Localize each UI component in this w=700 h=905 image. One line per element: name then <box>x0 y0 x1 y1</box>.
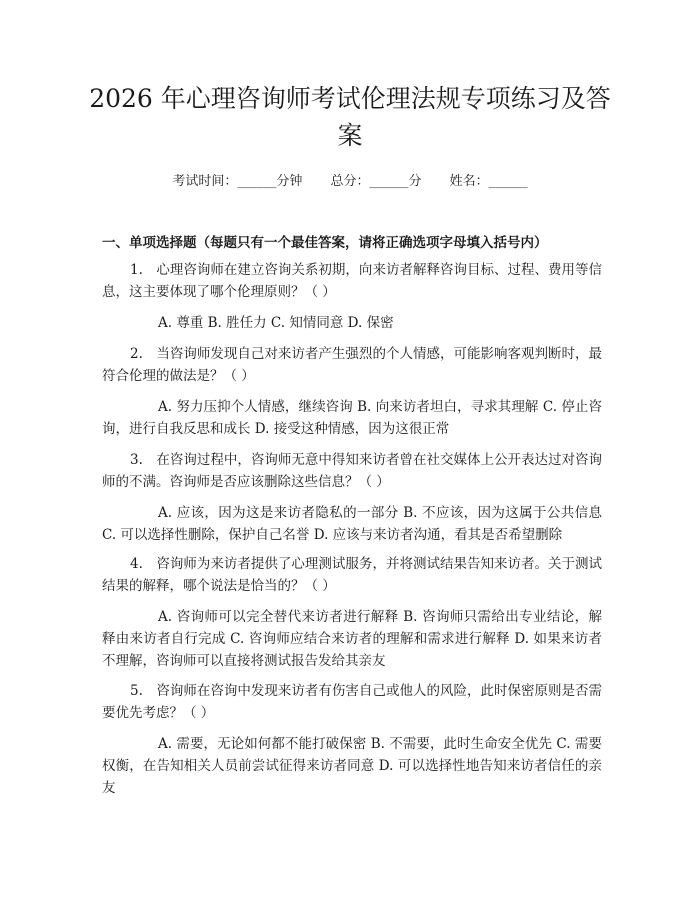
page-title: 2026 年心理咨询师考试伦理法规专项练习及答案 <box>89 84 611 150</box>
total-score-field: 总分：______分 <box>330 174 422 189</box>
question-3-options: A. 应该，因为这是来访者隐私的一部分 B. 不应该，因为这属于公共信息 C. 可以选择性删除，保护自己名誉 D. 应该与来访者沟通，看其是否希望删除 <box>102 505 602 543</box>
question-1-options: A. 尊重 B. 胜任力 C. 知情同意 D. 保密 <box>158 315 394 331</box>
exam-time-field: 考试时间：______分钟 <box>172 174 303 189</box>
exam-meta <box>0 170 700 189</box>
question-3-text: 3. 在咨询过程中，咨询师无意中得知来访者曾在社交媒体上公开表达过对咨询师的不满。咨询师是否应该删除这些信息？（ ） <box>102 452 602 490</box>
question-2-options: A. 努力压抑个人情感，继续咨询 B. 向来访者坦白，寻求其理解 C. 停止咨询，进行自我反思和成长 D. 接受这种情感，因为这很正常 <box>102 399 602 437</box>
question-4-text: 4. 咨询师为来访者提供了心理测试服务，并将测试结果告知来访者。关于测试结果的解释，哪个说法是恰当的？（ ） <box>102 556 602 594</box>
question-4-options: A. 咨询师可以完全替代来访者进行解释 B. 咨询师只需给出专业结论，解释由来访者自行完成 C. 咨询师应结合来访者的理解和需求进行解释 D. 如果来访者不理解，咨询师可以直接将测试报告发给其亲友 <box>102 609 602 669</box>
question-1-text: 1. 心理咨询师在建立咨询关系初期，向来访者解释咨询目标、过程、费用等信息，这主要体现了哪个伦理原则？（ ） <box>102 262 602 300</box>
question-2-text: 2. 当咨询师发现自己对来访者产生强烈的个人情感，可能影响客观判断时，最符合伦理的做法是？（ ） <box>102 346 602 384</box>
question-5-text: 5. 咨询师在咨询中发现来访者有伤害自己或他人的风险，此时保密原则是否需要优先考虑？（ ） <box>102 683 602 721</box>
section-heading: 一、单项选择题（每题只有一个最佳答案，请将正确选项字母填入括号内） <box>102 235 548 251</box>
question-5-options: A. 需要，无论如何都不能打破保密 B. 不需要，此时生命安全优先 C. 需要权衡，在告知相关人员前尝试征得来访者同意 D. 可以选择性地告知来访者信任的亲友 <box>102 736 602 796</box>
name-field: 姓名：______ <box>449 174 528 189</box>
